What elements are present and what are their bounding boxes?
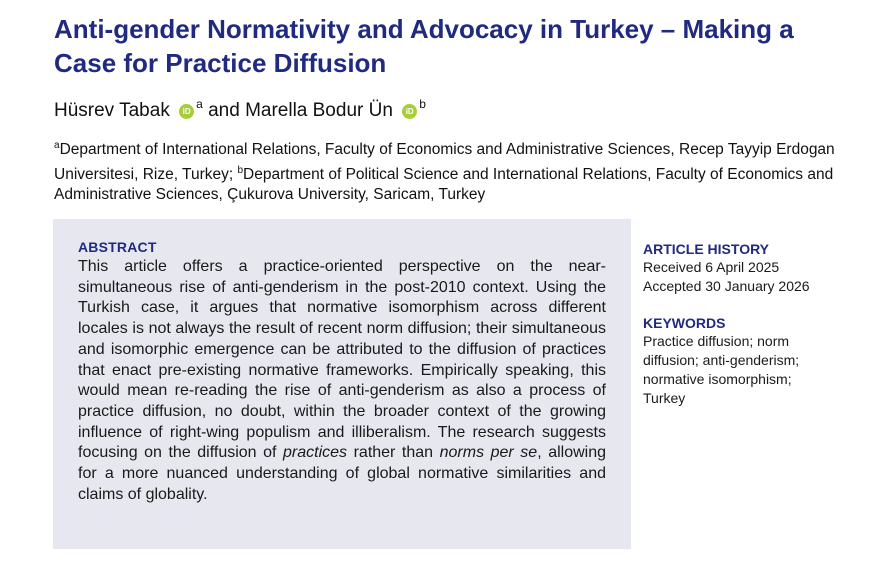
author-line (54, 90, 426, 125)
affiliation-b: Department of Political Science and International Relations, Faculty of Economics and Administrative Sciences, Çukurova University, Saricam, Turkey (54, 165, 834, 203)
affiliation-mark-b: b (419, 97, 426, 111)
abstract-part-3: , allowing for a more nuanced understanding of global normative similarities and claims of globality. (78, 444, 607, 503)
keywords-heading: KEYWORDS (643, 315, 726, 331)
received-date: Received 6 April 2025 (643, 259, 780, 275)
abstract-part-2: rather than (347, 444, 440, 462)
accepted-date: Accepted 30 January 2026 (643, 278, 810, 294)
article-history-heading: ARTICLE HISTORY (643, 241, 770, 257)
author-name-1[interactable]: Hüsrev Tabak (54, 100, 170, 121)
orcid-icon[interactable]: iD (179, 104, 194, 119)
keywords (643, 314, 863, 408)
author-conjunction: and (208, 100, 240, 121)
article-title: Anti-gender Normativity and Advocacy in Turkey – Making a Case for Practice Diffusion (54, 14, 794, 78)
abstract-emphasis-practices: practices (283, 444, 348, 462)
abstract-text (78, 257, 606, 505)
affiliations (54, 136, 854, 206)
abstract-part-1: This article offers a practice-oriented perspective on the near-simultaneous rise of anti-genderism in the post-2010 context. Using the Turkish case, it argues that normative isomorphism across different locales is not always the result of recent norm diffusion; their simultaneous and isomorphic emergence can be attributed to the diffusion of practices that enact pre-existing normative frameworks. Empirically speaking, this would mean re-reading the rise of anti-genderism as also a process of practice diffusion, no doubt, within the broader context of the growing influence of right-wing populism and illiberalism. The research suggests focusing on the diffusion of (78, 258, 606, 462)
abstract-box (53, 219, 631, 549)
affiliation-a-mark: a (54, 140, 60, 151)
abstract-emphasis-norms: norms per se (439, 444, 538, 462)
author-name-2[interactable]: Marella Bodur Ün (245, 100, 393, 121)
affiliation-b-mark: b (237, 164, 244, 176)
affiliation-mark-a: a (196, 97, 203, 111)
abstract-heading: ABSTRACT (78, 239, 157, 255)
orcid-icon[interactable]: iD (402, 104, 417, 119)
keywords-list: Practice diffusion; norm diffusion; anti-genderism; normative isomorphism; Turkey (643, 333, 800, 406)
article-history (643, 240, 863, 296)
affiliation-a: Department of International Relations, Faculty of Economics and Administrative Sciences, Recep Tayyip Erdogan Universitesi, Rize, Turkey; (54, 141, 835, 183)
